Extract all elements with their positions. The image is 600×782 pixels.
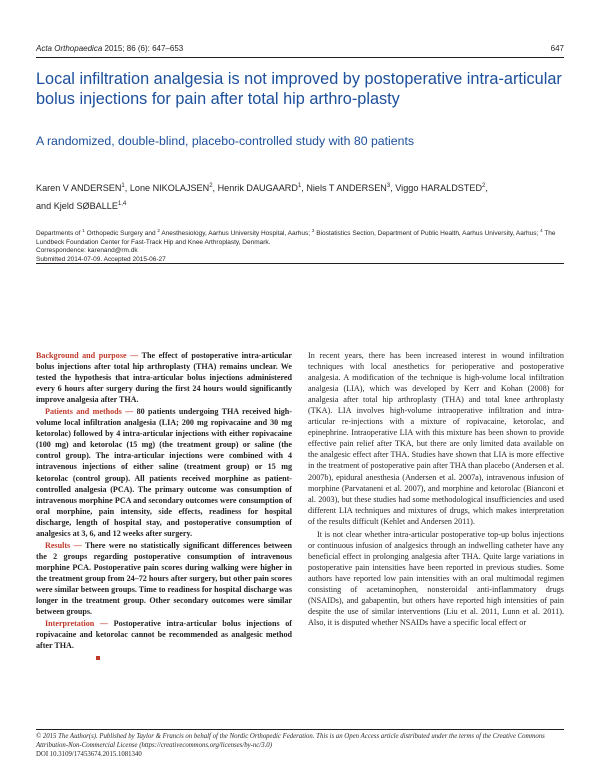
license-text: © 2015 The Author(s). Published by Taylor & Francis on behalf of the Nordic Orthopedic Federation. This is an Open Access article distributed under the terms of the Creative Commons Attribution-Non-Commercial License (https://creativecommons.org/licenses/by-nc/3.0) [36, 733, 545, 749]
license-footer [36, 733, 576, 759]
author-list [36, 178, 576, 214]
header-rule [36, 57, 564, 58]
author: Karen V ANDERSEN$^1$, [36, 183, 130, 194]
page-number: 647 [550, 44, 564, 53]
author: Henrik DAUGAARD$^1$, [217, 183, 307, 194]
affiliation-rule [36, 263, 564, 264]
submission-dates: Submitted 2014-07-09. Accepted 2015-06-27 [36, 255, 166, 263]
article-title: Local infiltration analgesia is not improved by postoperative intra-articular bolus injections for pain after total hip arthro-plasty [36, 70, 562, 108]
body-paragraph: In recent years, there has been increased interest in wound infiltration techniques with local anesthetics for perioperative and postoperative analgesia. A modification of the technique is high-volume local infiltration analgesia (LIA), which was developed by Kerr and Kohan (2008) for analgesia after total hip arthroplasty (THA) and total knee arthroplasty (TKA). LIA involves high-volume intraoperative infiltration and intra-articular re-injections with a mixture of ropivacaine, ketorolac, and epinephrine. Intraoperative LIA with this mixture has been shown to provide effective pain relief after TKA, but there are only limited data available on the analgesic effect after THA. Studies have shown that LIA is more effective in the treatment of postoperative pain after THA than placebo (Andersen et al. 2007b), epidural anesthesia (Andersen et al. 2007a), intravenous infusion of morphine (Parvataneni et al. 2007), and morphine and ketorolac (Bianconi et al. 2003), but these studies had some methodological insufficiencies and used different LIA techniques and mixtures of drugs, which makes interpretation of the results difficult (Kehlet and Andersen 2011). [308, 351, 564, 526]
author: Niels T ANDERSEN$^3$, [306, 183, 396, 194]
body-text [308, 350, 564, 630]
affiliations: Departments of $^1$ Orthopedic Surgery and $^2$ Anesthesiology, Aarhus University Hospital, Aarhus; $^3$ Biostatistics Section, Department of Public Health, Aarhus University, Aarhus; $^4$ The Lundbeck Foundation Center for Fast-Track Hip and Knee Arthroplasty, Denmark. Correspondence: karenand@rm.dk Submitted 2014-07-09. Accepted 2015-06-27 [36, 228, 556, 263]
footer-rule [36, 729, 564, 730]
author: and Kjeld SØBALLE$^{1,4}$ [36, 201, 127, 212]
author: Viggo HARALDSTED$^2$, [395, 183, 488, 194]
doi: DOI 10.3109/17453674.2015.1081340 [36, 750, 142, 758]
journal-name: Acta Orthopaedica [36, 44, 103, 53]
correspondence: Correspondence: karenand@rm.dk [36, 247, 138, 255]
abstract-interpretation: Interpretation — Postoperative intra-articular bolus injections of ropivacaine and ketorolac cannot be recommended as analgesic method after THA. [36, 619, 292, 651]
end-of-abstract-marker [96, 656, 100, 660]
citation: 2015; 86 (6): 647–653 [104, 44, 184, 53]
abstract-methods: Patients and methods — 80 patients undergoing THA received high-volume local infiltration analgesia (LIA; 200 mg ropivacaine and 30 mg ketorolac) followed by 4 intra-articular injections with either ropivacaine (100 mg) and ketorolac (15 mg) (the treatment group) or saline (the control group). The intra-articular injections were combined with 4 intravenous injections of either saline (treatment group) or 15 mg ketorolac (control group). All patients received morphine as patient-controlled analgesia (PCA). The primary outcome was consumption of intravenous morphine PCA and secondary outcomes were consumption of oral morphine, pain intensity, side effects, readiness for hospital discharge, length of hospital stay, and postoperative consumption of analgesics at 3, 6, and 12 weeks after surgery. [36, 407, 292, 538]
abstract-background: Background and purpose — The effect of postoperative intra-articular bolus injections after total hip arthroplasty (THA) remains unclear. We tested the hypothesis that intra-articular bolus injections administered every 6 hours after surgery during the first 24 hours would significantly improve analgesia after THA. [36, 351, 293, 405]
body-paragraph: It is not clear whether intra-articular postoperative top-up bolus injections or continuous infusion of analgesics through an indwelling catheter have any beneficial effect in prolonging analgesia after THA. Quite large variations in postoperative pain intensities have been reported in previous studies. Some authors have reported low pain intensities with an oral multimodal regimen consisting of acetaminophen, nonsteroidal anti-inflammatory drugs (NSAIDs), and gabapentin, but others have reported high intensities of pain despite the use of similar interventions (Liu et al. 2011, Lunn et al. 2011). Also, it is disputed whether NSAIDs have a specific local effect or [308, 529, 564, 628]
running-header [36, 44, 564, 58]
abstract-results: Results — There were no statistically significant differences between the 2 groups regarding postoperative consumption of intravenous morphine PCA. Postoperative pain scores during walking were higher in the treatment group from 24–72 hours after surgery, but other pain scores were similar between groups. Time to readiness for hospital discharge was longer in the treatment group. Other secondary outcomes were similar between groups. [36, 540, 292, 617]
journal-citation [36, 44, 183, 53]
abstract [36, 350, 292, 663]
author: Lone NIKOLAJSEN$^2$, [129, 183, 218, 194]
article-subtitle: A randomized, double-blind, placebo-controlled study with 80 patients [36, 134, 415, 148]
